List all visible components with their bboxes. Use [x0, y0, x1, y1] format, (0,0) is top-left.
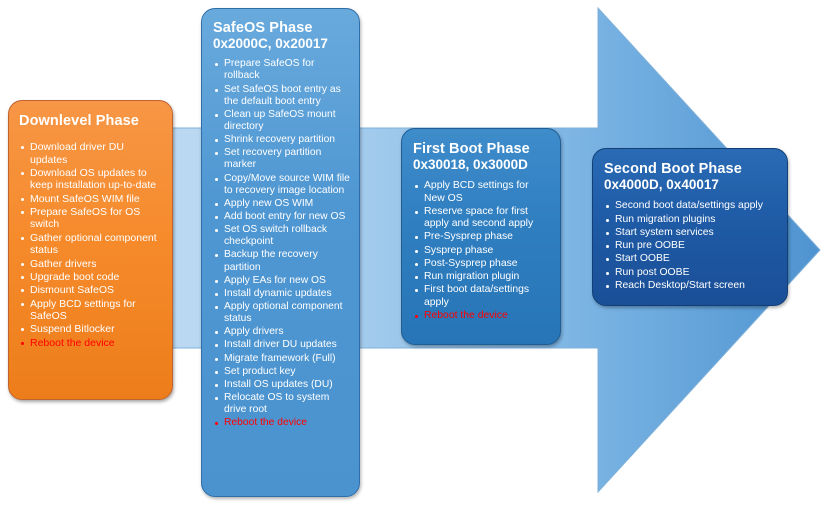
phase-steps-secondboot — [604, 200, 778, 292]
phase-codes-safeos: 0x2000C, 0x20017 — [213, 36, 328, 52]
list-item: Apply BCD settings for SafeOS — [19, 298, 162, 323]
list-item: Add boot entry for new OS — [213, 211, 350, 223]
list-item: Install dynamic updates — [213, 288, 350, 300]
list-item: Run migration plugin — [413, 271, 551, 283]
list-item: Relocate OS to system drive root — [213, 392, 350, 416]
list-item: Download OS updates to keep installation up-to-date — [19, 167, 162, 192]
phase-card-downlevel — [8, 100, 173, 400]
phase-card-safeos — [201, 8, 360, 497]
phase-title-safeos: SafeOS Phase — [213, 20, 313, 36]
list-item: Run pre OOBE — [604, 240, 778, 252]
list-item: Migrate framework (Full) — [213, 353, 350, 365]
list-item-reboot: Reboot the device — [19, 337, 162, 349]
list-item: Mount SafeOS WIM file — [19, 193, 162, 205]
phase-title-secondboot: Second Boot Phase — [604, 161, 742, 177]
phase-title-downlevel: Downlevel Phase — [19, 113, 139, 129]
list-item: Download driver DU updates — [19, 141, 162, 166]
list-item: Gather drivers — [19, 258, 162, 270]
phase-steps-safeos — [213, 58, 350, 429]
list-item-reboot: Reboot the device — [213, 417, 350, 429]
list-item: Start system services — [604, 227, 778, 239]
phase-card-firstboot — [401, 128, 561, 345]
list-item: Apply EAs for new OS — [213, 275, 350, 287]
phase-codes-firstboot: 0x30018, 0x3000D — [413, 157, 528, 173]
list-item: Apply drivers — [213, 326, 350, 338]
list-item: Set OS switch rollback checkpoint — [213, 224, 350, 248]
phase-title-firstboot: First Boot Phase — [413, 141, 530, 157]
list-item: Install driver DU updates — [213, 339, 350, 351]
list-item: Upgrade boot code — [19, 271, 162, 283]
list-item: First boot data/settings apply — [413, 284, 551, 309]
list-item: Backup the recovery partition — [213, 249, 350, 273]
list-item: Second boot data/settings apply — [604, 200, 778, 212]
list-item: Apply new OS WIM — [213, 198, 350, 210]
list-item: Pre-Sysprep phase — [413, 231, 551, 243]
list-item: Reach Desktop/Start screen — [604, 280, 778, 292]
phase-card-secondboot — [592, 148, 788, 306]
list-item: Run post OOBE — [604, 267, 778, 279]
list-item: Post-Sysprep phase — [413, 258, 551, 270]
list-item: Gather optional component status — [19, 232, 162, 257]
list-item: Prepare SafeOS for OS switch — [19, 206, 162, 231]
list-item: Copy/Move source WIM file to recovery image location — [213, 173, 350, 197]
list-item: Set recovery partition marker — [213, 147, 350, 171]
list-item-reboot: Reboot the device — [413, 310, 551, 322]
list-item: Start OOBE — [604, 253, 778, 265]
list-item: Suspend Bitlocker — [19, 323, 162, 335]
phase-codes-secondboot: 0x4000D, 0x40017 — [604, 177, 719, 193]
phase-steps-firstboot — [413, 180, 551, 322]
list-item: Shrink recovery partition — [213, 134, 350, 146]
list-item: Reserve space for first apply and second apply — [413, 206, 551, 231]
list-item: Install OS updates (DU) — [213, 379, 350, 391]
list-item: Run migration plugins — [604, 214, 778, 226]
list-item: Apply optional component status — [213, 301, 350, 325]
list-item: Apply BCD settings for New OS — [413, 180, 551, 205]
phase-steps-downlevel — [19, 141, 162, 349]
list-item: Sysprep phase — [413, 245, 551, 257]
list-item: Set SafeOS boot entry as the default boot entry — [213, 84, 350, 108]
list-item: Clean up SafeOS mount directory — [213, 109, 350, 133]
list-item: Dismount SafeOS — [19, 284, 162, 296]
list-item: Prepare SafeOS for rollback — [213, 58, 350, 82]
list-item: Set product key — [213, 366, 350, 378]
